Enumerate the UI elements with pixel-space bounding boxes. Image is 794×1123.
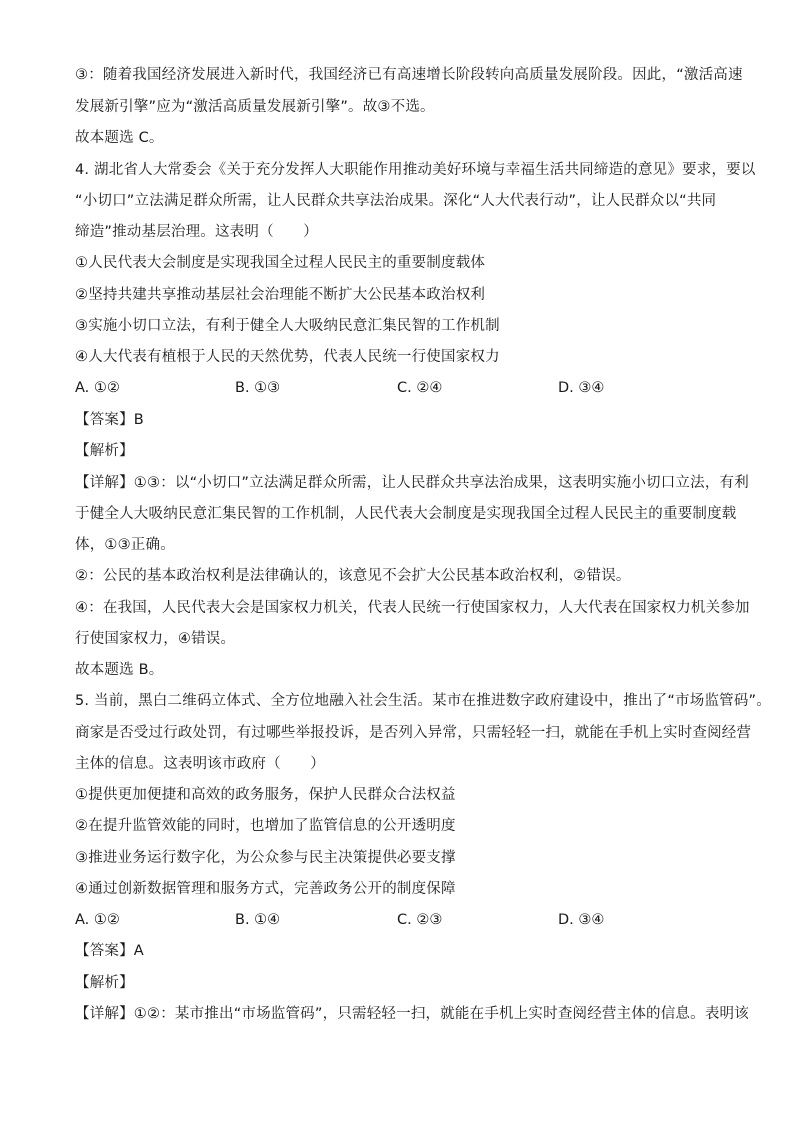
options-row-q4 [75,379,725,397]
statement-2: ②坚持共建共享推动基层社会治理能不断扩大公民基本政治权利 [75,287,486,303]
detail-line: 于健全人大吸纳民意汇集民智的工作机制，人民代表大会制度是实现我国全过程人民民主的重要制度载 [75,506,737,522]
detail-line: 【详解】①③：以“小切口”立法满足群众所需，让人民群众共享法治成果，这表明实施小切口立法，有利 [75,475,749,491]
option-a: A. ①② [75,912,120,928]
text-line: 故本题选 C。 [75,130,164,146]
option-d: D. ③④ [558,912,605,928]
question-4-stem: 4. 湖北省人大常委会《关于充分发挥人大职能作用推动美好环境与幸福生活共同缔造的意见》要求，要以 [75,162,756,178]
detail-line: 【详解】①②：某市推出“市场监管码”，只需轻轻一扫，就能在手机上实时查阅经营主体的信息。表明该 [75,1006,749,1022]
text-line: ③：随着我国经济发展进入新时代，我国经济已有高速增长阶段转向高质量发展阶段。因此，“激活高速 [75,67,743,83]
answer-label: 【答案】B [75,412,144,428]
detail-line: ②：公民的基本政治权利是法律确认的，该意见不会扩大公民基本政治权利，②错误。 [75,568,631,584]
option-b: B. ①④ [235,912,281,928]
statement-1: ①提供更加便捷和高效的政务服务，保护人民群众合法权益 [75,787,456,803]
option-b: B. ①③ [235,380,281,396]
detail-line: 体，①③正确。 [75,537,175,553]
analysis-label: 【解析】 [75,443,134,459]
options-row-q5 [75,911,725,929]
text-line: 缔造”推动基层治理。这表明（ ） [75,224,318,240]
question-5-stem: 5. 当前，黑白二维码立体式、全方位地融入社会生活。某市在推进数字政府建设中，推出了“市场监管码”。 [75,693,771,709]
statement-4: ④人大代表有植根于人民的天然优势，代表人民统一行使国家权力 [75,349,500,365]
detail-line: ④：在我国，人民代表大会是国家权力机关，代表人民统一行使国家权力，人大代表在国家权力机关参加 [75,600,750,616]
analysis-label: 【解析】 [75,975,134,991]
text-line: “小切口”立法满足群众所需，让人民群众共享法治成果。深化“人大代表行动”，让人民群众以“共同 [75,193,717,209]
statement-1: ①人民代表大会制度是实现我国全过程人民民主的重要制度载体 [75,255,486,271]
option-a: A. ①② [75,380,120,396]
statement-3: ③实施小切口立法，有利于健全人大吸纳民意汇集民智的工作机制 [75,318,500,334]
text-line: 故本题选 B。 [75,662,164,678]
statement-2: ②在提升监管效能的同时，也增加了监管信息的公开透明度 [75,818,456,834]
option-c: C. ②③ [397,912,443,928]
answer-label: 【答案】A [75,943,144,959]
statement-3: ③推进业务运行数字化，为公众参与民主决策提供必要支撑 [75,850,456,866]
text-line: 商家是否受过行政处罚，有过哪些举报投诉，是否列入异常，只需轻轻一扫，就能在手机上实时查阅经营 [75,725,752,741]
option-c: C. ②④ [397,380,443,396]
text-line: 主体的信息。这表明该市政府（ ） [75,756,325,772]
text-line: 发展新引擎”应为“激活高质量发展新引擎”。故③不选。 [75,99,435,115]
statement-4: ④通过创新数据管理和服务方式，完善政务公开的制度保障 [75,881,456,897]
option-d: D. ③④ [558,380,605,396]
detail-line: 行使国家权力，④错误。 [75,631,236,647]
